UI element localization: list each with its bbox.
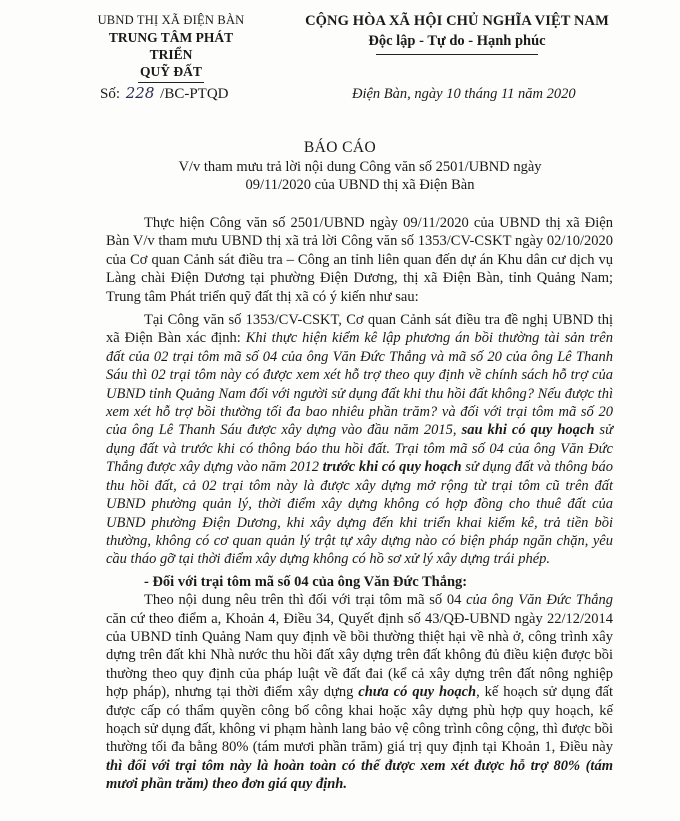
document-number [100, 84, 229, 103]
agency-name-line1: TRUNG TÂM PHÁT TRIỂN [108, 30, 234, 62]
agency-name-line2: QUỸ ĐẤT [140, 64, 202, 79]
document-number-prefix: Số: [100, 86, 121, 102]
owner-name: của ông Văn Đức Thắng [466, 592, 613, 609]
request-detail-1: sử dụng đất và trước khi có thông báo thu hồi đất. Trại tôm mã số 04 của ông Văn Đức Thắng được xây dựng vào năm 2012 [106, 422, 613, 476]
document-body [106, 214, 613, 794]
document-number-suffix: /BC-PTQD [160, 86, 229, 102]
issuing-agency-block [96, 12, 246, 83]
request-question: Khi thực hiện kiểm kê lập phương án bồi thường tài sản trên đất của 02 trại tôm mã số 04 của ông Văn Đức Thắng và mã số 20 của ông Lê Thanh Sáu thì 02 trại tôm này có được xem xét hỗ trợ theo quy định về chính sách hỗ trợ của UBND tỉnh Quảng Nam đối với người sử dụng đất khi thu hồi đất không? Nếu được thì xem xét hỗ trợ bồi thường tối đa bao nhiêu phần trăm? và đối với trại tôm mã số 20 của ông Lê Thanh Sáu được xây dựng vào đầu năm 2015, [106, 330, 613, 439]
paragraph-analysis [106, 591, 613, 793]
analysis-rule: , kế hoạch sử dụng đất được cấp có thẩm quyền công bố công khai hoặc xây dựng phù hợp quy hoạch, kế hoạch sử dụng đất, không vi phạm hành lang bảo vệ công trình công cộng, thì được bồi thường tối đa bằng 80% (tám mươi phần trăm) giá trị quy định tại Khoản 1, Điều này [106, 684, 614, 756]
handwritten-number: 228 [125, 84, 155, 102]
paragraph-request [106, 311, 613, 569]
paragraph-intro: Thực hiện Công văn số 2501/UBND ngày 09/11/2020 của UBND thị xã Điện Bàn V/v tham mưu UBND thị xã trả lời Công văn số 1353/CV-CSKT ngày 02/10/2020 của Cơ quan Cảnh sát điều tra – Công an tỉnh liên quan đến dự án Khu dân cư dịch vụ Làng chài Điện Dương tại phường Điện Dương, thị xã Điện Bàn, tỉnh Quảng Nam; Trung tâm Phát triển quỹ đất thị xã có ý kiến như sau: [106, 215, 613, 305]
emphasis-after-planning: sau khi có quy hoạch [461, 422, 595, 439]
request-lead: Tại Công văn số 1353/CV-CSKT, Cơ quan Cảnh sát điều tra đề nghị UBND thị xã Điện Bàn xác định: [106, 312, 613, 347]
analysis-lead: Theo nội dung nêu trên thì đối với trại tôm mã số 04 [144, 592, 467, 609]
emphasis-before-planning: trước khi có quy hoạch [322, 459, 462, 476]
nation-title: CỘNG HÒA XÃ HỘI CHỦ NGHĨA VIỆT NAM [305, 13, 609, 29]
analysis-conclusion: thì đối với trại tôm này là hoàn toàn có thể được xem xét được hỗ trợ 80% (tám mươi phần trăm) theo đơn giá quy định. [106, 757, 613, 793]
motto-underline [376, 54, 538, 55]
parent-agency-name: UBND THỊ XÃ ĐIỆN BÀN [97, 13, 245, 27]
emphasis-no-planning: chưa có quy hoạch [358, 684, 477, 701]
section-heading: - Đối với trại tôm mã số 04 của ông Văn Đức Thắng: [144, 573, 468, 590]
agency-underline [138, 82, 204, 83]
analysis-basis: căn cứ theo điểm a, Khoản 4, Điều 34, Quyết định số 43/QĐ-UBND ngày 22/12/2014 của UBND tỉnh Quảng Nam quy định về bồi thường thiệt hại về nhà ở, công trình xây dựng trên đất khi Nhà nước thu hồi đất xây dựng trên đất không đủ điều kiện được bồi thường theo quy định của pháp luật về đất đai (kể cả xây dựng trên đất nông nghiệp hợp pháp), nhưng tại thời điểm xây dựng [106, 610, 613, 701]
request-detail-2: sử dụng đất và thông báo thu hồi đất, cả 02 trại tôm này là được xây dựng mở rộng từ trại tôm cũ trên đất UBND phường quản lý, thời điểm xây dựng không có hợp đồng cho thuê đất của UBND phường Điện Dương, khi xây dựng đến khi triển khai kiểm kê, trả tiền bồi thường, không có cơ quan quản lý trật tự xây dựng nào có biện pháp ngăn chặn, yêu cầu tháo gỡ tại thời điểm xây dựng không có hồ sơ xử lý xây dựng trái phép. [106, 459, 613, 568]
place-and-date: Điện Bàn, ngày 10 tháng 11 năm 2020 [352, 86, 576, 102]
document-subject: V/v tham mưu trả lời nội dung Công văn số 2501/UBND ngày 09/11/2020 của UBND thị xã Điện Bàn [178, 159, 542, 193]
national-motto: Độc lập - Tự do - Hạnh phúc [368, 33, 546, 49]
document-title: BÁO CÁO [303, 139, 377, 156]
national-header-block [304, 12, 610, 55]
